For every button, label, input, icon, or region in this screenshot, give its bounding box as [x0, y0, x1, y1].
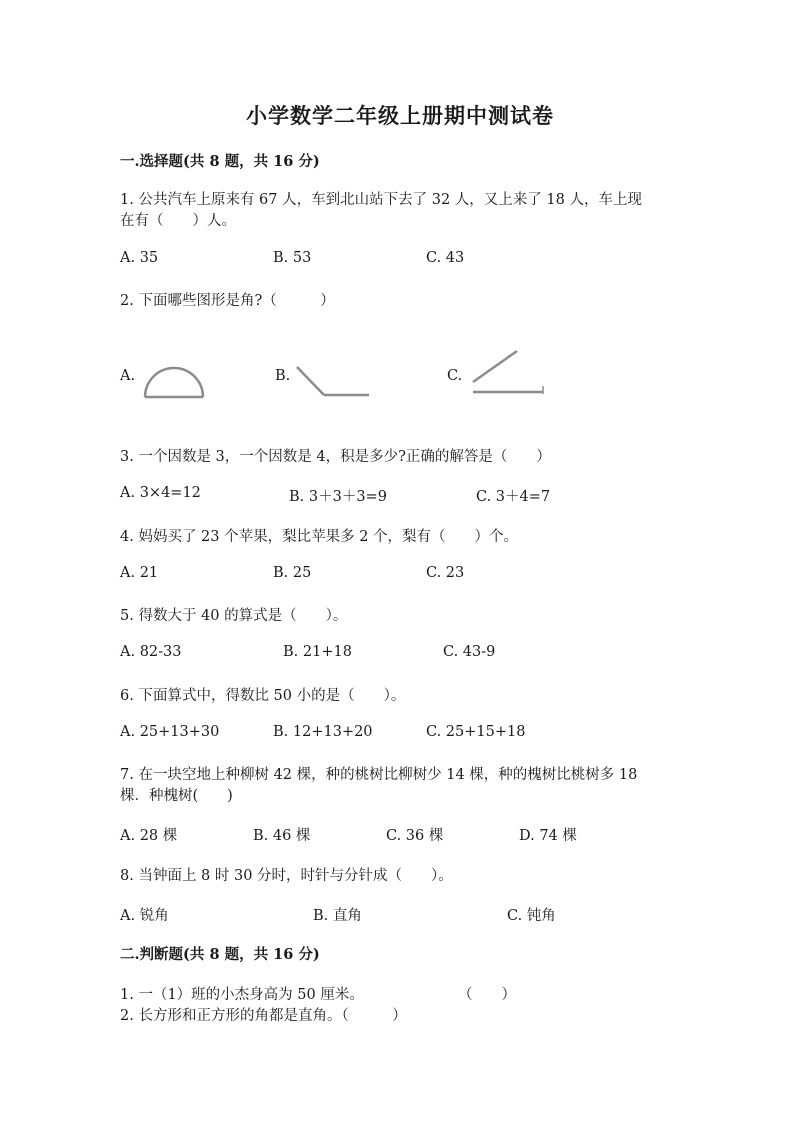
question-3-option-c: C. 3＋4=7: [476, 489, 551, 505]
question-1-option-c: C. 43: [426, 250, 465, 266]
question-2-option-a: A.: [120, 368, 136, 384]
section-heading-choice: 一.选择题(共 8 题，共 16 分): [120, 153, 320, 170]
question-6-line-1: 6. 下面算式中，得数比 50 小的是（ ）。: [120, 688, 406, 704]
question-3-line-1: 3. 一个因数是 3，一个因数是 4，积是多少?正确的解答是（ ）: [120, 449, 551, 465]
question-8-line-1: 8. 当钟面上 8 时 30 分时，时针与分针成（ ）。: [120, 868, 453, 884]
question-7-option-a: A. 28 棵: [120, 828, 178, 844]
question-4-option-b: B. 25: [273, 565, 312, 581]
semicircle-figure: [140, 358, 210, 402]
question-1-option-a: A. 35: [120, 250, 159, 266]
question-8-option-c: C. 钝角: [507, 908, 556, 924]
question-2-option-b: B.: [275, 368, 291, 384]
question-8-option-b: B. 直角: [313, 908, 362, 924]
question-8-option-a: A. 锐角: [120, 908, 169, 924]
question-1-line-2: 在有（ ）人。: [120, 213, 236, 229]
angle-figure-b: [293, 362, 373, 402]
question-1-option-b: B. 53: [273, 250, 312, 266]
question-7-option-d: D. 74 棵: [519, 828, 577, 844]
question-4-option-c: C. 23: [426, 565, 465, 581]
question-6-option-c: C. 25+15+18: [426, 724, 526, 740]
question-5-option-b: B. 21+18: [283, 644, 352, 660]
question-2-option-c: C.: [447, 368, 463, 384]
question-5-option-a: A. 82-33: [120, 644, 182, 660]
section-heading-judgement: 二.判断题(共 8 题，共 16 分): [120, 946, 320, 963]
judgement-1-text: 1. 一（1）班的小杰身高为 50 厘米。: [120, 987, 364, 1003]
question-7-line-1: 7. 在一块空地上种柳树 42 棵，种的桃树比柳树少 14 棵，种的槐树比桃树多 18: [120, 767, 638, 783]
page-title: 小学数学二年级上册期中测试卷: [246, 103, 554, 128]
question-3-option-a: A. 3×4=12: [120, 485, 201, 501]
question-6-option-b: B. 12+13+20: [273, 724, 373, 740]
open-lines-figure-c: [468, 344, 548, 398]
question-4-option-a: A. 21: [120, 565, 159, 581]
question-1-line-1: 1. 公共汽车上原来有 67 人，车到北山站下去了 32 人，又上来了 18 人，车上现: [120, 192, 642, 208]
question-4-line-1: 4. 妈妈买了 23 个苹果，梨比苹果多 2 个，梨有（ ）个。: [120, 529, 519, 545]
judgement-2-text: 2. 长方形和正方形的角都是直角。（ ）: [120, 1008, 407, 1024]
question-5-option-c: C. 43-9: [443, 644, 496, 660]
judgement-1-blank: （ ）: [458, 987, 516, 1003]
question-7-line-2: 棵．种槐树( ): [120, 788, 233, 804]
question-2-line-1: 2. 下面哪些图形是角?（ ）: [120, 293, 335, 309]
question-7-option-b: B. 46 棵: [253, 828, 311, 844]
question-3-option-b: B. 3＋3＋3=9: [289, 489, 387, 505]
question-6-option-a: A. 25+13+30: [120, 724, 220, 740]
question-5-line-1: 5. 得数大于 40 的算式是（ ）。: [120, 608, 348, 624]
question-7-option-c: C. 36 棵: [386, 828, 444, 844]
